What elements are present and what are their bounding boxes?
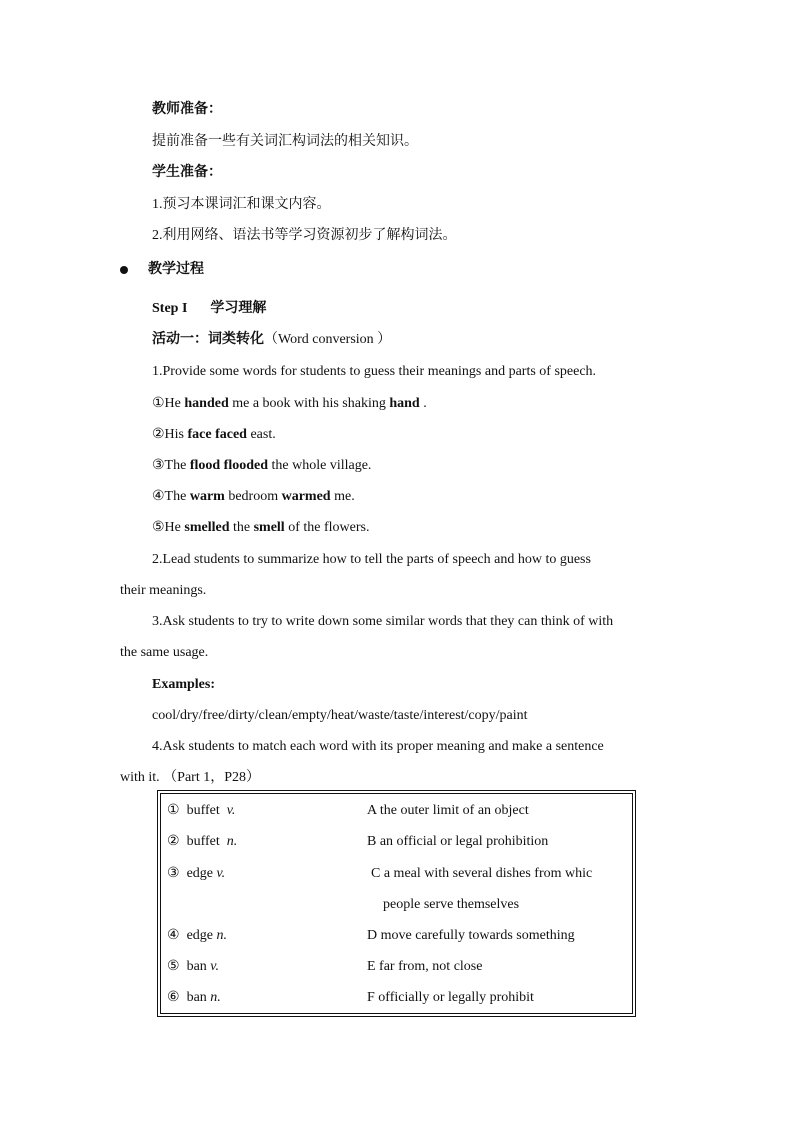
sentence-4 [152, 488, 355, 506]
bold-word: smelled [184, 520, 230, 535]
student-prep-item-1: 1.预习本课词汇和课文内容。 [152, 197, 331, 212]
step-label [152, 300, 266, 318]
table-row [167, 927, 227, 945]
row-word: edge [186, 866, 213, 881]
instruction-2-line-2: their meanings. [120, 583, 207, 598]
row-definition: E far from, not close [367, 959, 483, 974]
sentence-num: ②His [152, 427, 188, 442]
table-row [167, 865, 225, 883]
row-definition: B an official or legal prohibition [367, 834, 549, 849]
sentence-text: the [229, 520, 254, 535]
row-word: ban [186, 990, 207, 1005]
row-num: ⑤ [167, 959, 180, 974]
row-pos: n. [216, 928, 227, 943]
bold-word: smell [253, 520, 285, 535]
row-pos: n. [226, 834, 238, 849]
row-num: ① [167, 803, 180, 818]
row-definition: F officially or legally prohibit [367, 990, 534, 1005]
sentence-text: me. [330, 489, 355, 504]
examples-heading: Examples: [152, 677, 215, 692]
sentence-num: ④The [152, 489, 190, 504]
bullet-icon [120, 266, 128, 274]
row-definition: C a meal with several dishes from whic [371, 866, 593, 881]
row-word: edge [186, 928, 213, 943]
activity-heading [152, 331, 391, 349]
matching-table [160, 793, 633, 1014]
teacher-prep-text: 提前准备一些有关词汇构词法的相关知识。 [152, 134, 418, 149]
sentence-num: ③The [152, 458, 190, 473]
bold-word: warmed [281, 489, 331, 504]
table-row [167, 833, 237, 851]
row-pos: n. [210, 990, 221, 1005]
sentence-2 [152, 426, 276, 444]
bold-word: handed [184, 396, 229, 411]
row-definition: D move carefully towards something [367, 928, 575, 943]
step-title: 学习理解 [210, 301, 267, 316]
row-pos: v. [216, 866, 226, 881]
row-word: buffet [186, 834, 220, 849]
table-row [167, 958, 219, 976]
instruction-3-line-1: 3.Ask students to try to write down some similar words that they can think of with [152, 614, 614, 629]
student-prep-heading: 学生准备： [152, 165, 222, 180]
sentence-3 [152, 457, 371, 475]
sentence-text: the whole village. [268, 458, 372, 473]
instruction-1: 1.Provide some words for students to guess their meanings and parts of speech. [152, 364, 597, 379]
instruction-4-line-2: with it. （Part 1，P28） [120, 770, 261, 785]
bold-word: warm [189, 489, 225, 504]
row-word: ban [186, 959, 207, 974]
student-prep-item-2: 2.利用网络、语法书等学习资源初步了解构词法。 [152, 228, 457, 243]
sentence-text: of the flowers. [284, 520, 370, 535]
row-pos: v. [210, 959, 219, 974]
bold-word: face faced [187, 427, 247, 442]
sentence-text: east. [246, 427, 276, 442]
sentence-num: ⑤He [152, 520, 185, 535]
process-heading: 教学过程 [148, 262, 204, 277]
instruction-3-line-2: the same usage. [120, 645, 209, 660]
sentence-1 [152, 395, 427, 413]
activity-subtitle: （Word conversion ） [264, 332, 392, 347]
sentence-text: bedroom [224, 489, 282, 504]
table-row [167, 802, 235, 820]
row-num: ② [167, 834, 180, 849]
sentence-5 [152, 519, 369, 537]
row-pos: v. [226, 803, 236, 818]
row-definition-continued: people serve themselves [383, 897, 520, 912]
examples-list: cool/dry/free/dirty/clean/empty/heat/waste/taste/interest/copy/paint [152, 708, 528, 723]
sentence-text: . [419, 396, 427, 411]
instruction-2-line-1: 2.Lead students to summarize how to tell the parts of speech and how to guess [152, 552, 591, 567]
table-row [167, 989, 221, 1007]
row-num: ④ [167, 928, 180, 943]
row-num: ⑥ [167, 990, 180, 1005]
row-word: buffet [186, 803, 220, 818]
activity-title: 活动一：词类转化 [152, 332, 264, 347]
teacher-prep-heading: 教师准备： [152, 102, 222, 117]
sentence-text: me a book with his shaking [228, 396, 390, 411]
bold-word: flood flooded [189, 458, 269, 473]
row-num: ③ [167, 866, 180, 881]
step-number: Step I [152, 301, 188, 316]
instruction-4-line-1: 4.Ask students to match each word with its proper meaning and make a sentence [152, 739, 604, 754]
bold-word: hand [389, 396, 420, 411]
row-definition: A the outer limit of an object [367, 803, 529, 818]
sentence-num: ①He [152, 396, 185, 411]
